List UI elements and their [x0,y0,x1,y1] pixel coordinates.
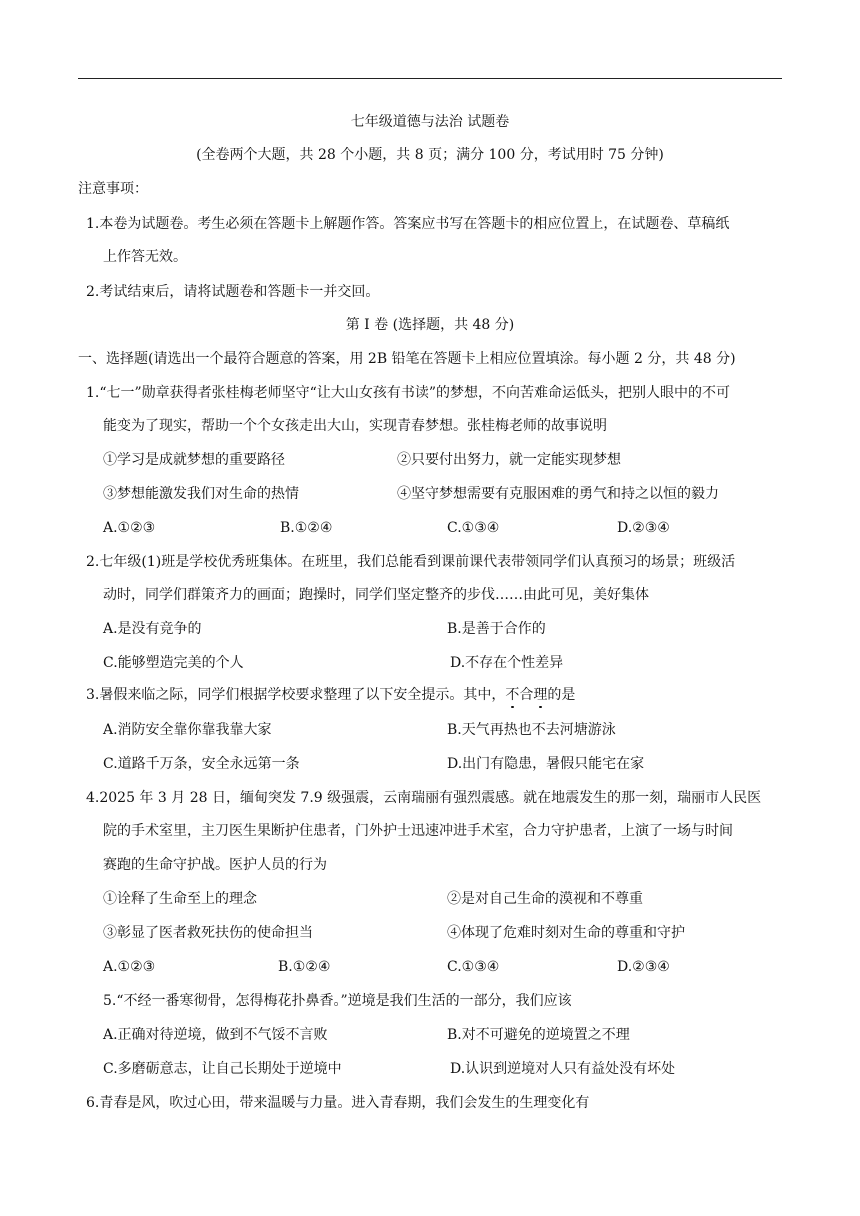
question-1-option-b: B.①②④ [280,520,333,536]
header-rule [78,78,782,79]
question-4-statement-1: ①诠释了生命至上的理念 [103,891,257,907]
notice-item-1-cont: 上作答无效。 [103,249,187,265]
question-1-statement-3: ③梦想能激发我们对生命的热情 [103,486,299,502]
question-1-option-c: C.①③④ [447,520,500,536]
question-3-stem: 3.暑假来临之际，同学们根据学校要求整理了以下安全提示。其中，不合理的是 [86,687,576,703]
question-3-option-a: A.消防安全靠你靠我靠大家 [103,722,272,738]
question-5-option-c: C.多磨砺意志，让自己长期处于逆境中 [103,1061,342,1077]
question-2-option-c: C.能够塑造完美的个人 [103,655,244,671]
notice-item-2: 2.考试结束后，请将试题卷和答题卡一并交回。 [86,284,380,300]
emphasis-dot-char: 不 [505,687,520,703]
question-1-stem: 1.“七一”勋章获得者张桂梅老师坚守“让大山女孩有书读”的梦想，不向苦难命运低头，把别人眼中的不可 [86,385,730,401]
question-2-stem-cont: 动时，同学们群策齐力的画面；跑操时，同学们坚定整齐的步伐……由此可见，美好集体 [103,587,649,603]
question-1-option-d: D.②③④ [617,520,670,536]
question-1-option-a: A.①②③ [103,520,156,536]
question-1-stem-cont: 能变为了现实，帮助一个个女孩走出大山，实现青春梦想。张桂梅老师的故事说明 [103,418,607,434]
question-6-stem: 6.青春是风，吹过心田，带来温暖与力量。进入青春期，我们会发生的生理变化有 [86,1095,590,1111]
question-4-statement-4: ④体现了危难时刻对生命的尊重和守护 [447,925,685,941]
question-4-option-c: C.①③④ [447,959,500,975]
emphasis-dot-char: 理 [533,687,548,703]
question-4-stem-cont: 院的手术室里，主刀医生果断护住患者，门外护士迅速冲进手术室，合力守护患者，上演了一场与时间 [103,823,733,839]
question-2-option-b: B.是善于合作的 [447,621,546,637]
question-1-statement-4: ④坚守梦想需要有克服困难的勇气和持之以恒的毅力 [397,486,719,502]
question-4-option-b: B.①②④ [278,959,331,975]
question-2-option-a: A.是没有竞争的 [103,621,202,637]
question-1-statement-2: ②只要付出努力，就一定能实现梦想 [397,452,621,468]
question-2-option-d: D.不存在个性差异 [450,655,564,671]
question-4-statement-2: ②是对自己生命的漠视和不尊重 [447,891,643,907]
exam-subtitle: (全卷两个大题，共 28 个小题，共 8 页；满分 100 分，考试用时 75 分钟) [196,147,664,163]
question-3-option-d: D.出门有隐患，暑假只能宅在家 [447,756,645,772]
notice-heading: 注意事项： [78,181,148,197]
question-5-option-b: B.对不可避免的逆境置之不理 [447,1027,630,1043]
question-4-stem-cont-2: 赛跑的生命守护战。医护人员的行为 [103,857,327,873]
question-5-option-a: A.正确对待逆境，做到不气馁不言败 [103,1027,328,1043]
exam-title: 七年级道德与法治 试题卷 [350,114,510,130]
question-3-option-b: B.天气再热也不去河塘游泳 [447,722,616,738]
question-4-stem: 4.2025 年 3 月 28 日，缅甸突发 7.9 级强震，云南瑞丽有强烈震感。就在地震发生的那一刻，瑞丽市人民医 [86,790,762,806]
question-4-option-a: A.①②③ [103,959,156,975]
section-heading: 一、选择题(请选出一个最符合题意的答案，用 2B 铅笔在答题卡上相应位置填涂。每小题 2 分，共 48 分) [78,351,736,367]
question-5-option-d: D.认识到逆境对人只有益处没有坏处 [450,1061,676,1077]
question-1-statement-1: ①学习是成就梦想的重要路径 [103,452,285,468]
notice-item-1: 1.本卷为试题卷。考生必须在答题卡上解题作答。答案应书写在答题卡的相应位置上，在试题卷、草稿纸 [86,216,730,232]
question-4-statement-3: ③彰显了医者救死扶伤的使命担当 [103,925,313,941]
part1-title: 第 I 卷 (选择题，共 48 分) [345,317,515,333]
question-3-option-c: C.道路千万条，安全永远第一条 [103,756,300,772]
question-5-stem: 5.“不经一番寒彻骨，怎得梅花扑鼻香。”逆境是我们生活的一部分，我们应该 [103,993,572,1009]
question-4-option-d: D.②③④ [617,959,670,975]
question-2-stem: 2.七年级(1)班是学校优秀班集体。在班里，我们总能看到课前课代表带领同学们认真预习的场景；班级活 [86,554,736,570]
